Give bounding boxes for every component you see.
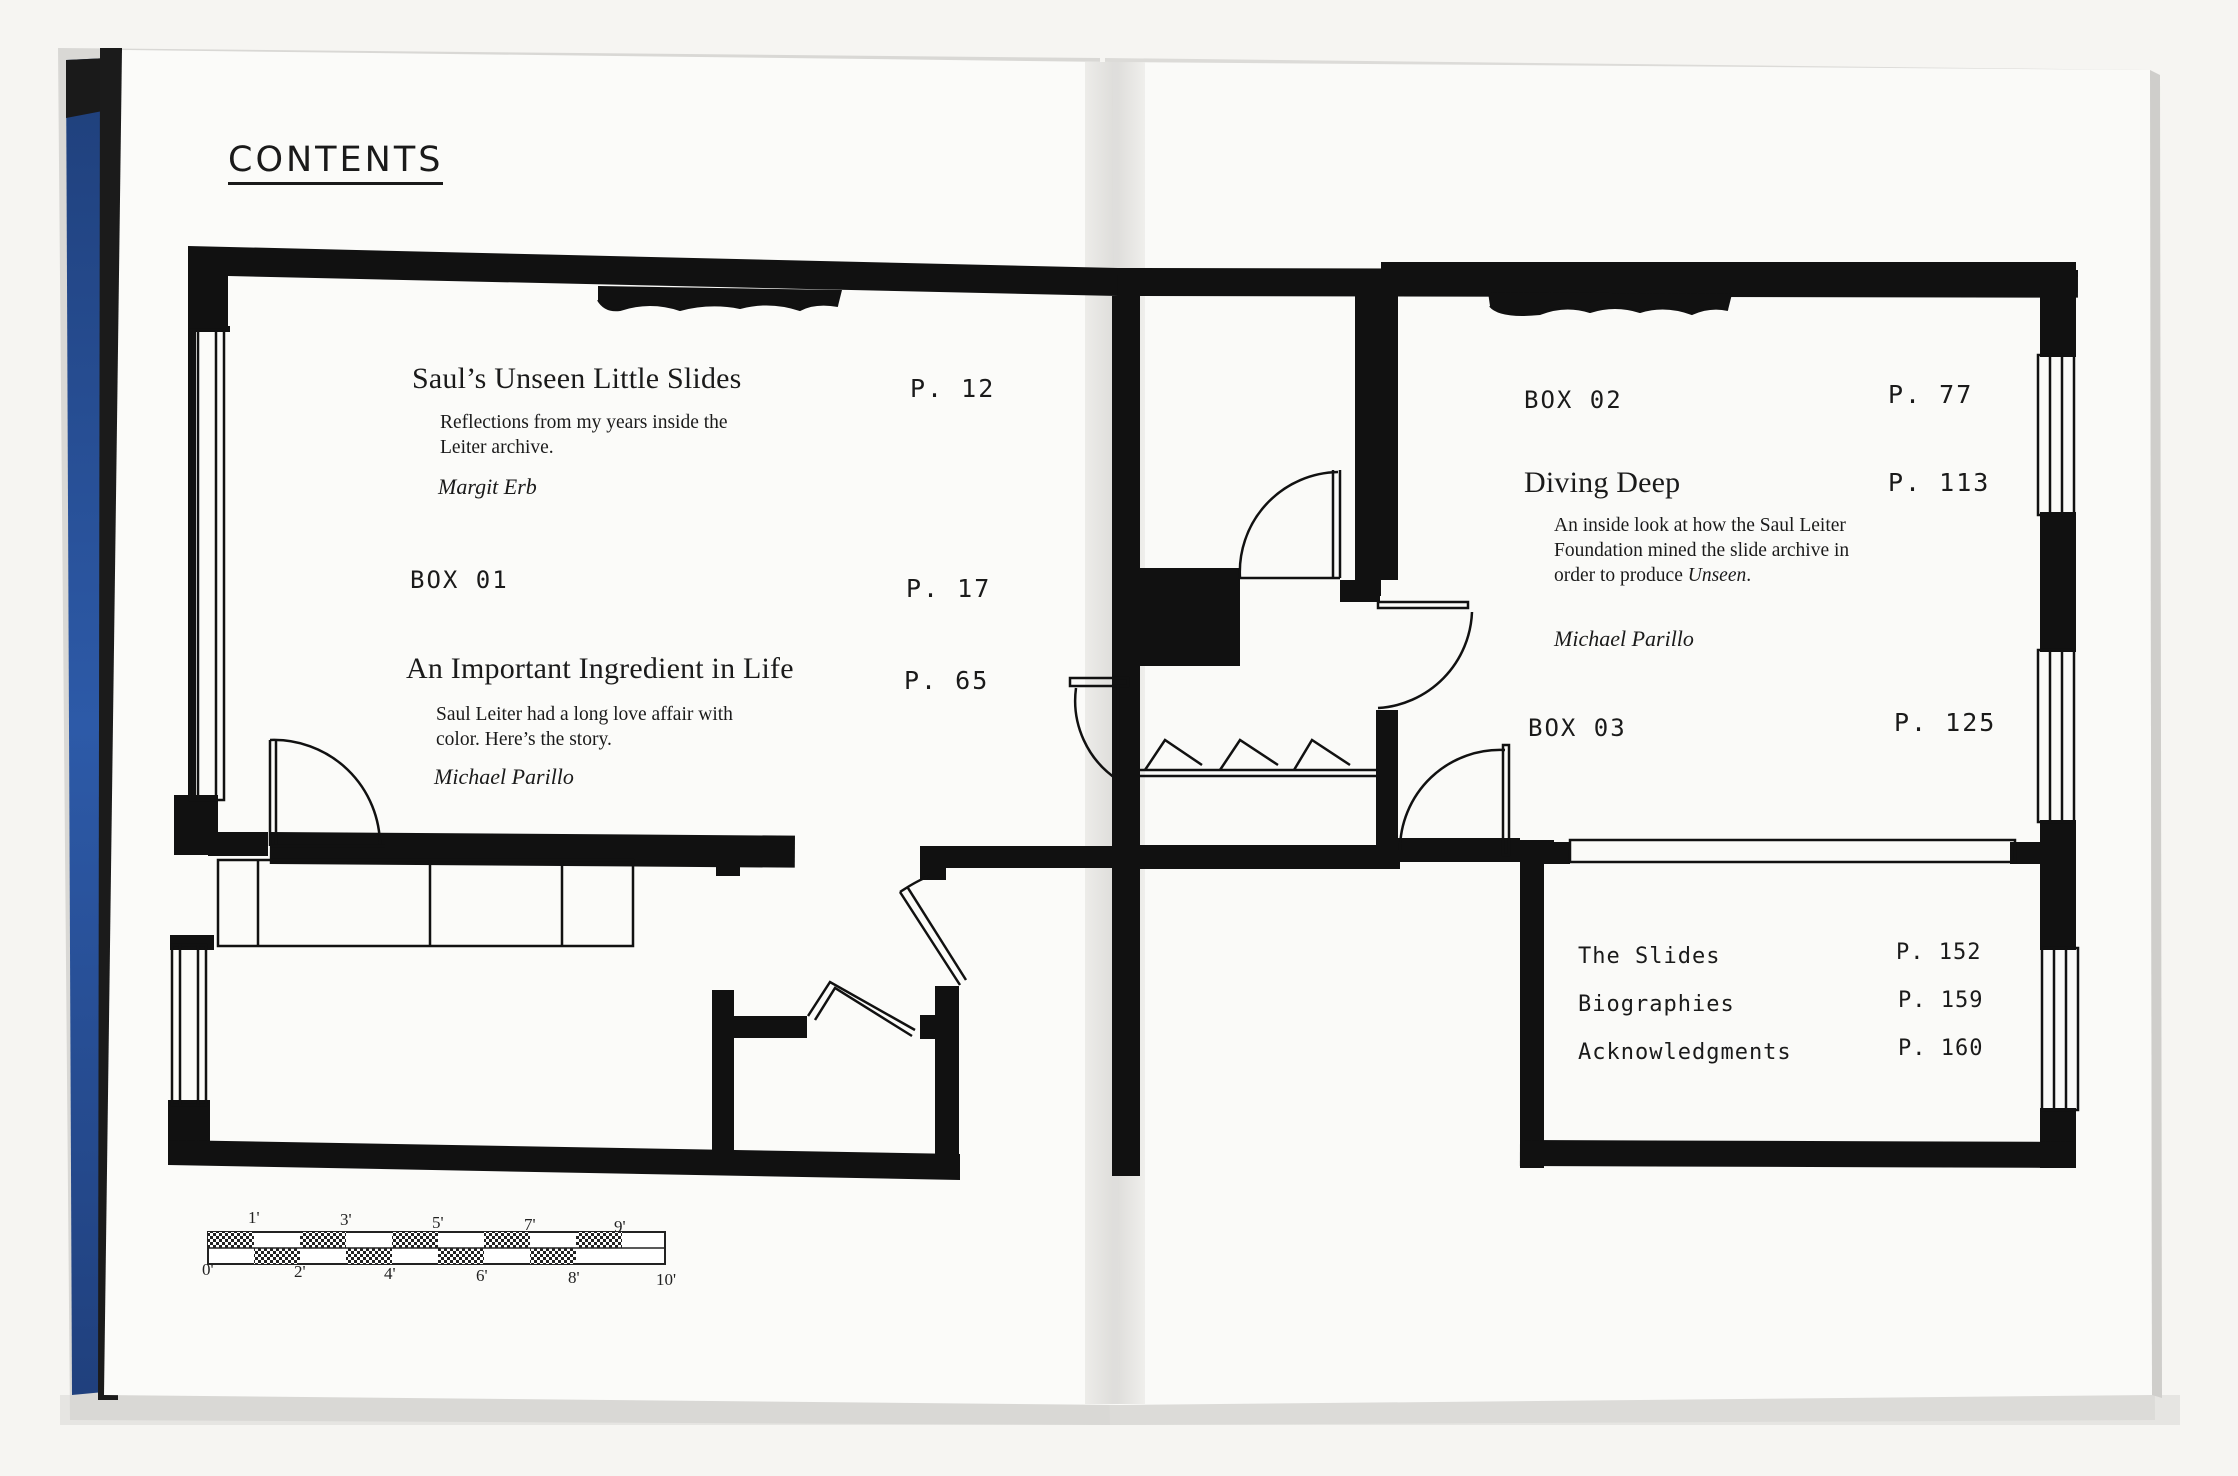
page-number-12: P. 12 — [910, 374, 996, 403]
scale-label-top: 9' — [614, 1217, 626, 1236]
page-number-17: P. 17 — [906, 574, 992, 603]
page-edge-right — [2150, 70, 2162, 1398]
back-matter-the-slides[interactable]: The Slides — [1578, 944, 1721, 969]
scale-label-bottom: 8' — [568, 1268, 580, 1287]
entry-title-diving-deep[interactable]: Diving Deep — [1524, 466, 1681, 499]
page-number-125: P. 125 — [1894, 708, 1997, 737]
scale-bar — [208, 1232, 665, 1264]
box-02-label[interactable]: BOX 02 — [1524, 386, 1623, 414]
entry-author-michael-parillo: Michael Parillo — [434, 764, 574, 789]
entry-title-important-ingredient[interactable]: An Important Ingredient in Life — [406, 652, 794, 685]
entry-description-important-ingredient: Saul Leiter had a long love affair with color. Here’s the story. — [436, 704, 733, 750]
scale-label-bottom: 4' — [384, 1264, 396, 1283]
page-number-160: P. 160 — [1898, 1036, 1984, 1061]
page-number-113: P. 113 — [1888, 468, 1991, 497]
page-number-152: P. 152 — [1896, 940, 1982, 965]
scale-label-bottom: 0' — [202, 1260, 214, 1279]
scale-label-top: 5' — [432, 1213, 444, 1232]
entry-description-diving-deep: An inside look at how the Saul Leiter Foundation mined the slide archive in order to produce Unseen. — [1554, 515, 1850, 586]
page-number-159: P. 159 — [1898, 988, 1984, 1013]
box-01-label[interactable]: BOX 01 — [410, 566, 509, 594]
entry-description-unseen-slides: Reflections from my years inside the Leiter archive. — [440, 412, 728, 458]
entry-title-unseen-slides[interactable]: Saul’s Unseen Little Slides — [412, 362, 742, 395]
box-03-label[interactable]: BOX 03 — [1528, 714, 1627, 742]
page-number-77: P. 77 — [1888, 380, 1974, 409]
scale-label-top: 3' — [340, 1210, 352, 1229]
scale-label-top: 7' — [524, 1215, 536, 1234]
entry-author-michael-parillo: Michael Parillo — [1554, 626, 1694, 651]
contents-heading: CONTENTS — [228, 140, 443, 185]
back-matter-acknowledgments[interactable]: Acknowledgments — [1578, 1040, 1792, 1065]
scale-label-bottom: 10' — [656, 1270, 677, 1289]
scale-label-bottom: 6' — [476, 1266, 488, 1285]
page-number-65: P. 65 — [904, 666, 990, 695]
back-matter-biographies[interactable]: Biographies — [1578, 992, 1735, 1017]
scale-label-top: 1' — [248, 1208, 260, 1227]
entry-author-margit-erb: Margit Erb — [438, 474, 537, 499]
scale-label-bottom: 2' — [294, 1262, 306, 1281]
